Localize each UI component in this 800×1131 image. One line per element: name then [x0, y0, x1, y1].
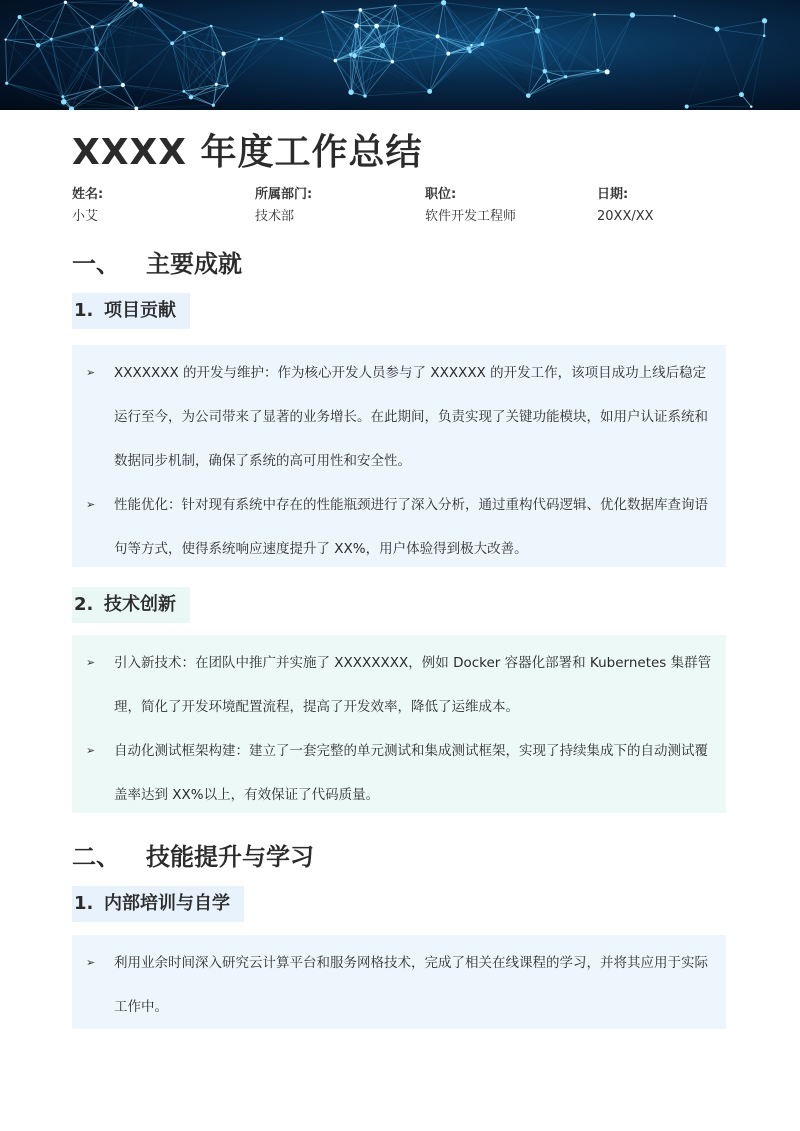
network-node [50, 38, 53, 41]
network-node [189, 95, 193, 99]
subsection-heading-project [72, 293, 190, 329]
header-banner-image [0, 0, 800, 110]
network-link [136, 43, 172, 108]
network-node [358, 8, 362, 12]
network-link [211, 26, 281, 38]
network-node [108, 24, 110, 26]
network-node [596, 69, 599, 72]
network-link [717, 29, 764, 36]
network-node [212, 104, 215, 107]
network-node [543, 69, 547, 73]
network-link [607, 15, 632, 72]
network-link [687, 29, 717, 106]
network-link [607, 72, 687, 107]
network-link [281, 26, 356, 39]
arrowhead-bullet-icon: ➢ [86, 498, 96, 511]
network-link [499, 8, 526, 9]
network-node [121, 83, 125, 87]
network-node [535, 28, 540, 33]
network-link [281, 12, 322, 39]
network-node [132, 2, 137, 7]
network-link [172, 43, 224, 53]
network-node [427, 89, 432, 94]
network-link [430, 52, 470, 92]
network-link [51, 39, 63, 102]
network-link [135, 4, 211, 26]
network-node [182, 90, 185, 93]
network-node [61, 95, 64, 98]
network-node [210, 25, 213, 28]
network-link [7, 39, 52, 83]
network-node [525, 7, 528, 10]
network-link [528, 72, 607, 96]
name-field [72, 186, 103, 226]
list-item [86, 729, 712, 817]
network-node [170, 41, 174, 45]
network-link [382, 46, 429, 92]
network-link [224, 54, 228, 86]
list-item-text: 性能优化：针对现有系统中存在的性能瓶颈进行了深入分析，通过重构代码逻辑、优化数据库查询语句等方式，使得系统响应速度提升了 XX%，用户体验得到极大改善。 [114, 497, 708, 557]
list-item-text: 自动化测试框架构建：建立了一套完整的单元测试和集成测试框架，实现了持续集成下的自动测试覆盖率达到 XX%以上，有效保证了代码质量。 [114, 743, 708, 803]
network-node [352, 53, 357, 58]
network-node [398, 25, 400, 27]
network-node [36, 43, 40, 47]
network-node [258, 38, 260, 40]
network-node [222, 52, 226, 56]
network-node [99, 86, 101, 88]
document-title: XXXX 年度工作总结 [72, 132, 423, 173]
network-node [526, 93, 531, 98]
training-list [72, 935, 726, 1029]
network-pattern-graphic [0, 0, 800, 110]
network-node [363, 94, 366, 97]
network-node [468, 50, 471, 53]
network-node [64, 1, 67, 4]
subsection-number: 2. [74, 594, 94, 615]
list-item [86, 941, 712, 1029]
name-value: 小艾 [72, 209, 99, 224]
tech-innovation-list [72, 635, 726, 813]
arrowhead-bullet-icon: ➢ [86, 744, 96, 757]
subsection-heading-training [72, 886, 244, 922]
network-link [6, 2, 66, 39]
subsection-number: 1. [74, 300, 94, 321]
section-heading-achievements [72, 244, 242, 279]
network-node [183, 31, 186, 34]
network-node [762, 18, 767, 23]
arrowhead-bullet-icon: ➢ [86, 366, 96, 379]
network-node [714, 27, 719, 32]
network-node [763, 34, 766, 37]
network-node [380, 43, 385, 48]
network-node [354, 23, 359, 28]
network-link [20, 2, 66, 17]
network-link [741, 36, 764, 95]
arrowhead-bullet-icon: ➢ [86, 656, 96, 669]
date-value: 20XX/XX [597, 209, 654, 224]
network-node [5, 82, 8, 85]
list-item-text: 引入新技术：在团队中推广并实施了 XXXXXXXX，例如 Docker 容器化部署和 Kubernetes 集群管理，简化了开发环境配置流程，提高了开发效率，降低了运维成本。 [114, 655, 712, 715]
network-link [528, 81, 548, 96]
network-node [215, 83, 218, 86]
project-contribution-list [72, 345, 726, 567]
network-link [751, 36, 764, 107]
network-node [374, 24, 379, 29]
network-node [394, 4, 396, 6]
network-node [280, 37, 284, 41]
network-node [480, 42, 484, 46]
network-link [717, 29, 751, 107]
list-item [86, 641, 712, 729]
network-link [482, 9, 499, 44]
network-link [687, 95, 742, 107]
network-link [528, 70, 598, 95]
network-link [323, 12, 351, 92]
network-node [360, 47, 362, 49]
network-node [498, 8, 501, 11]
list-item [86, 351, 712, 483]
network-link [717, 29, 741, 95]
network-link [717, 21, 765, 29]
network-node [441, 0, 446, 5]
network-node [334, 59, 338, 63]
network-link [216, 39, 281, 85]
network-node [685, 104, 689, 108]
network-link [100, 87, 184, 91]
network-node [94, 47, 98, 51]
list-item-text: 利用业余时间深入研究云计算平台和服务网格技术，完成了相关在线课程的学习，并将其应用于实际工作中。 [114, 955, 708, 1015]
position-field [425, 186, 516, 226]
network-node [470, 44, 472, 46]
network-node [467, 47, 471, 51]
network-node [673, 15, 675, 17]
section-number: 一、 [72, 250, 120, 278]
network-link [97, 43, 173, 49]
network-node [18, 15, 22, 19]
network-node [536, 16, 540, 20]
network-node [547, 79, 550, 82]
network-node [630, 12, 635, 17]
section-number: 二、 [72, 843, 120, 871]
network-link [607, 16, 674, 72]
name-label: 姓名: [72, 187, 104, 202]
network-node [348, 90, 353, 95]
network-node [226, 85, 228, 87]
network-node [61, 99, 67, 105]
position-value: 软件开发工程师 [425, 209, 517, 224]
network-link [594, 15, 632, 16]
network-node [593, 13, 596, 16]
network-node [4, 38, 6, 40]
network-link [97, 33, 185, 49]
network-node [391, 60, 395, 64]
network-node [564, 75, 567, 78]
section-title: 技能提升与学习 [146, 843, 314, 871]
network-node [750, 105, 752, 107]
network-link [537, 31, 597, 71]
network-node [605, 69, 610, 74]
network-node [349, 53, 352, 56]
subsection-title: 技术创新 [104, 594, 176, 615]
department-field [255, 186, 312, 226]
network-node [446, 52, 450, 56]
network-node [739, 92, 744, 97]
network-link [545, 70, 598, 71]
subsection-title: 项目贡献 [104, 300, 176, 321]
date-label: 日期: [597, 187, 629, 202]
network-link [6, 40, 7, 84]
network-link [526, 8, 594, 14]
network-node [436, 34, 440, 38]
subsection-heading-innovation [72, 587, 190, 623]
network-link [100, 43, 172, 87]
network-node [321, 11, 323, 13]
network-link [598, 15, 633, 70]
department-value: 技术部 [255, 209, 295, 224]
department-label: 所属部门: [255, 187, 313, 202]
subsection-number: 1. [74, 893, 94, 914]
date-field [597, 186, 654, 226]
arrowhead-bullet-icon: ➢ [86, 956, 96, 969]
section-heading-skills [72, 837, 314, 872]
network-link [184, 33, 213, 106]
subsection-title: 内部培训与自学 [104, 893, 230, 914]
network-link [7, 45, 38, 83]
employee-info [0, 186, 800, 230]
network-node [139, 4, 143, 8]
position-label: 职位: [425, 187, 457, 202]
network-link [72, 108, 137, 109]
network-link [545, 15, 595, 72]
network-link [65, 0, 131, 2]
list-item-text: XXXXXXX 的开发与维护：作为核心开发人员参与了 XXXXXX 的开发工作，该项目成功上线后稳定运行至今，为公司带来了显著的业务增长。在此期间，负责实现了关键功能模块，如用户认证系统和数据同步机制，确保了系统的高可用性和安全性。 [114, 365, 708, 469]
section-title: 主要成就 [146, 250, 242, 278]
network-link [123, 6, 141, 86]
network-link [675, 16, 717, 29]
list-item [86, 483, 712, 571]
network-link [741, 21, 764, 95]
network-node [91, 25, 94, 28]
